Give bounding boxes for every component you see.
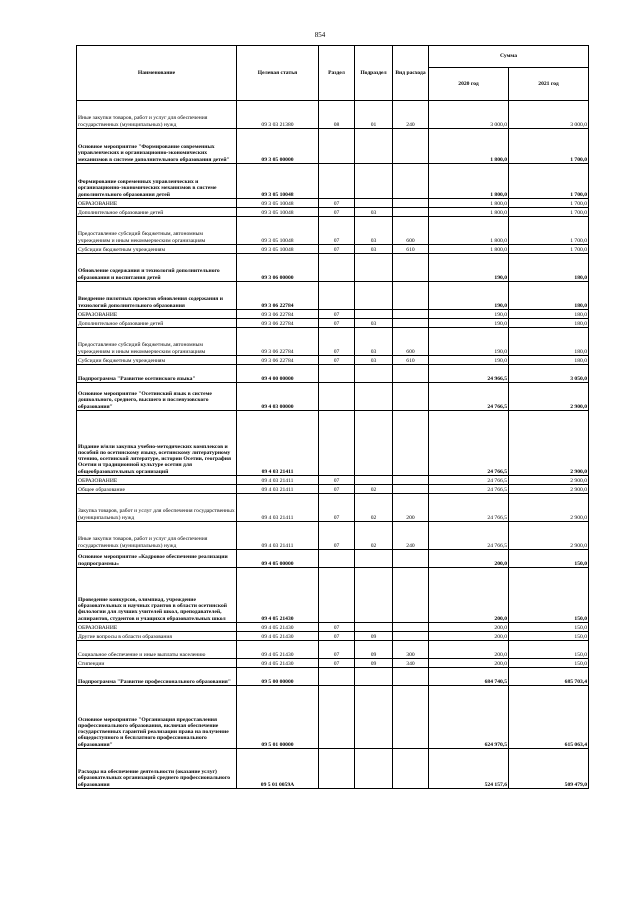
budget-table (76, 45, 589, 789)
cell-subsection: 03 (355, 319, 393, 328)
cell-sum-2021: 180,0 (509, 254, 589, 282)
cell-sum-2021: 1 700,0 (509, 164, 589, 199)
cell-target-code: 09 4 05 21430 (237, 659, 319, 668)
cell-name: Внедрение пилотных проектов обновления содержания и технологий дополнительного образования (77, 282, 237, 310)
cell-section: 07 (319, 641, 355, 659)
cell-expense-type: 600 (393, 328, 429, 356)
cell-subsection: 09 (355, 659, 393, 668)
cell-subsection (355, 365, 393, 383)
cell-name: Проведение конкурсов, олимпиад, учреждение образовательных и научных грантов в области осетинской филологии для лучших учителей школ, преподавателей, аспирантов, студентов и учащихся образовательных школ (77, 568, 237, 623)
cell-section (319, 686, 355, 749)
table-row (77, 310, 589, 319)
cell-section: 07 (319, 623, 355, 632)
cell-subsection (355, 749, 393, 789)
cell-expense-type: 240 (393, 101, 429, 129)
table-row (77, 282, 589, 310)
cell-section (319, 365, 355, 383)
cell-sum-2020: 1 800,0 (429, 208, 509, 217)
cell-expense-type: 610 (393, 245, 429, 254)
cell-sum-2020: 24 766,5 (429, 522, 509, 550)
cell-expense-type (393, 632, 429, 641)
cell-expense-type (393, 319, 429, 328)
cell-target-code: 09 3 05 10048 (237, 245, 319, 254)
cell-subsection (355, 254, 393, 282)
cell-sum-2020: 200,0 (429, 550, 509, 568)
cell-target-code: 09 3 06 00000 (237, 254, 319, 282)
cell-name: Основное мероприятие "Осетинский язык в системе дошкольного, среднего, высшего и послевузовского образования" (77, 383, 237, 411)
cell-name: Расходы на обеспечение деятельности (оказание услуг) образовательных организаций среднего профессионального образования (77, 749, 237, 789)
cell-section (319, 411, 355, 476)
table-row (77, 254, 589, 282)
cell-name: Подпрограмма "Развитие осетинского языка" (77, 365, 237, 383)
cell-sum-2021: 2 900,0 (509, 411, 589, 476)
cell-sum-2020: 200,0 (429, 632, 509, 641)
cell-sum-2020: 1 800,0 (429, 245, 509, 254)
cell-section: 08 (319, 101, 355, 129)
cell-name: ОБРАЗОВАНИЕ (77, 199, 237, 208)
table-row (77, 164, 589, 199)
header-year-2021: 2021 год (509, 68, 589, 101)
cell-name: ОБРАЗОВАНИЕ (77, 623, 237, 632)
cell-sum-2021: 2 900,0 (509, 522, 589, 550)
page-number: 854 (314, 31, 326, 39)
cell-sum-2020: 1 800,0 (429, 217, 509, 245)
cell-name: Подпрограмма "Развитие профессионального образования" (77, 668, 237, 686)
cell-subsection: 03 (355, 328, 393, 356)
cell-name: Дополнительное образование детей (77, 319, 237, 328)
table-row (77, 686, 589, 749)
cell-target-code: 09 4 03 21411 (237, 522, 319, 550)
cell-sum-2021: 1 700,0 (509, 129, 589, 164)
cell-target-code: 09 3 03 21380 (237, 101, 319, 129)
cell-sum-2021: 2 900,0 (509, 494, 589, 522)
cell-expense-type (393, 310, 429, 319)
cell-expense-type (393, 199, 429, 208)
cell-expense-type (393, 129, 429, 164)
cell-section: 07 (319, 319, 355, 328)
table-row (77, 568, 589, 623)
cell-sum-2021: 150,0 (509, 568, 589, 623)
cell-sum-2020: 190,0 (429, 310, 509, 319)
cell-sum-2020: 1 800,0 (429, 129, 509, 164)
cell-name: Иные закупки товаров, работ и услуг для обеспечения государственных (муниципальных) нужд (77, 522, 237, 550)
table-row (77, 319, 589, 328)
cell-sum-2020: 190,0 (429, 319, 509, 328)
cell-section: 07 (319, 494, 355, 522)
cell-section: 07 (319, 217, 355, 245)
table-row (77, 383, 589, 411)
cell-sum-2020: 3 000,0 (429, 101, 509, 129)
cell-section: 07 (319, 199, 355, 208)
table-row (77, 494, 589, 522)
table-row (77, 208, 589, 217)
cell-expense-type (393, 568, 429, 623)
cell-sum-2020: 200,0 (429, 659, 509, 668)
cell-subsection (355, 310, 393, 319)
cell-target-code: 09 4 00 00000 (237, 365, 319, 383)
cell-target-code: 09 3 05 00000 (237, 129, 319, 164)
cell-target-code: 09 3 05 10048 (237, 208, 319, 217)
cell-sum-2021: 685 703,4 (509, 668, 589, 686)
table-row (77, 668, 589, 686)
cell-target-code: 09 3 06 22784 (237, 356, 319, 365)
cell-section: 07 (319, 245, 355, 254)
cell-sum-2021: 2 900,0 (509, 485, 589, 494)
cell-expense-type (393, 282, 429, 310)
cell-sum-2021: 150,0 (509, 623, 589, 632)
cell-expense-type (393, 383, 429, 411)
cell-section: 07 (319, 476, 355, 485)
cell-name: Дополнительное образование детей (77, 208, 237, 217)
cell-subsection: 03 (355, 217, 393, 245)
cell-sum-2020: 190,0 (429, 356, 509, 365)
cell-sum-2021: 1 700,0 (509, 245, 589, 254)
cell-sum-2020: 24 766,5 (429, 383, 509, 411)
cell-target-code: 09 4 03 21411 (237, 411, 319, 476)
cell-expense-type (393, 476, 429, 485)
header-sum: Сумма (429, 46, 589, 68)
table-row (77, 476, 589, 485)
cell-sum-2021: 3 000,0 (509, 101, 589, 129)
cell-expense-type: 600 (393, 217, 429, 245)
cell-sum-2020: 24 966,5 (429, 365, 509, 383)
table-row (77, 641, 589, 659)
cell-subsection (355, 199, 393, 208)
cell-expense-type (393, 550, 429, 568)
table-row (77, 623, 589, 632)
cell-target-code: 09 3 06 22784 (237, 328, 319, 356)
cell-name: Формирование современных управленческих и организационно-экономических механизмов в системе дополнительного образования детей (77, 164, 237, 199)
cell-sum-2020: 684 740,5 (429, 668, 509, 686)
cell-expense-type: 610 (393, 356, 429, 365)
cell-sum-2020: 524 157,6 (429, 749, 509, 789)
cell-target-code: 09 4 03 21411 (237, 494, 319, 522)
cell-sum-2020: 200,0 (429, 641, 509, 659)
cell-section: 07 (319, 328, 355, 356)
cell-section: 07 (319, 310, 355, 319)
cell-expense-type (393, 668, 429, 686)
cell-target-code: 09 4 05 21430 (237, 568, 319, 623)
cell-target-code: 09 5 01 0059А (237, 749, 319, 789)
cell-expense-type: 300 (393, 641, 429, 659)
table-row (77, 217, 589, 245)
cell-expense-type (393, 208, 429, 217)
cell-sum-2020: 200,0 (429, 568, 509, 623)
cell-sum-2021: 180,0 (509, 310, 589, 319)
cell-target-code: 09 3 06 22784 (237, 319, 319, 328)
cell-section (319, 164, 355, 199)
header-expense-type: Вид расхода (393, 46, 429, 101)
cell-target-code: 09 4 05 00000 (237, 550, 319, 568)
cell-subsection (355, 282, 393, 310)
cell-name: Социальное обеспечение и иные выплаты населению (77, 641, 237, 659)
cell-section (319, 749, 355, 789)
header-year-2020: 2020 год (429, 68, 509, 101)
table-row (77, 550, 589, 568)
cell-subsection (355, 550, 393, 568)
cell-sum-2021: 509 479,0 (509, 749, 589, 789)
cell-target-code: 09 4 05 21430 (237, 632, 319, 641)
cell-name: Основное мероприятие "Организация предоставления профессионального образования, включая обеспечение государственных гарантий реализации права на получение общедоступного и бесплатного профессионального образования" (77, 686, 237, 749)
table-row (77, 199, 589, 208)
cell-target-code: 09 3 05 10048 (237, 217, 319, 245)
table-row (77, 485, 589, 494)
cell-section (319, 568, 355, 623)
cell-sum-2021: 615 063,4 (509, 686, 589, 749)
cell-expense-type (393, 749, 429, 789)
table-row (77, 632, 589, 641)
cell-expense-type (393, 411, 429, 476)
cell-subsection: 02 (355, 485, 393, 494)
cell-target-code: 09 4 03 21411 (237, 485, 319, 494)
cell-sum-2021: 3 050,0 (509, 365, 589, 383)
cell-name: Общее образование (77, 485, 237, 494)
cell-section: 07 (319, 356, 355, 365)
cell-subsection (355, 476, 393, 485)
cell-name: Субсидии бюджетным учреждениям (77, 245, 237, 254)
table-row (77, 101, 589, 129)
cell-name: Предоставление субсидий бюджетным, автономным учреждениям и иным некоммерческим организациям (77, 328, 237, 356)
cell-sum-2020: 190,0 (429, 254, 509, 282)
table-row (77, 129, 589, 164)
cell-subsection (355, 686, 393, 749)
cell-expense-type (393, 254, 429, 282)
cell-target-code: 09 4 05 21430 (237, 641, 319, 659)
cell-subsection: 03 (355, 208, 393, 217)
cell-sum-2021: 150,0 (509, 632, 589, 641)
cell-name: Другие вопросы в области образования (77, 632, 237, 641)
cell-section (319, 282, 355, 310)
cell-section (319, 550, 355, 568)
cell-expense-type (393, 686, 429, 749)
cell-expense-type (393, 365, 429, 383)
cell-sum-2021: 1 700,0 (509, 199, 589, 208)
cell-sum-2020: 24 766,5 (429, 485, 509, 494)
cell-subsection (355, 164, 393, 199)
cell-subsection: 09 (355, 641, 393, 659)
cell-sum-2021: 1 700,0 (509, 208, 589, 217)
cell-sum-2021: 180,0 (509, 319, 589, 328)
cell-subsection (355, 411, 393, 476)
cell-name: Издание и/или закупка учебно-методических комплексов и пособий по осетинскому языку, осетинскому литературному чтению, осетинской литературе, истории Осетии, география Осетии и традиционной культуре осетин для общеобразовательных организаций (77, 411, 237, 476)
cell-name: Иные закупки товаров, работ и услуг для обеспечения государственных (муниципальных) нужд (77, 101, 237, 129)
cell-expense-type (393, 623, 429, 632)
cell-sum-2021: 2 900,0 (509, 476, 589, 485)
cell-subsection: 02 (355, 494, 393, 522)
cell-name: Основное мероприятие «Кадровое обеспечение реализации подпрограммы» (77, 550, 237, 568)
table-row (77, 522, 589, 550)
cell-sum-2021: 180,0 (509, 282, 589, 310)
table-row (77, 659, 589, 668)
cell-target-code: 09 3 06 22784 (237, 282, 319, 310)
cell-subsection: 02 (355, 522, 393, 550)
cell-name: ОБРАЗОВАНИЕ (77, 476, 237, 485)
cell-section (319, 383, 355, 411)
cell-expense-type: 340 (393, 659, 429, 668)
cell-sum-2021: 1 700,0 (509, 217, 589, 245)
cell-expense-type (393, 485, 429, 494)
cell-name: Субсидии бюджетным учреждениям (77, 356, 237, 365)
cell-sum-2021: 180,0 (509, 328, 589, 356)
cell-name: Предоставление субсидий бюджетным, автономным учреждениям и иным некоммерческим организациям (77, 217, 237, 245)
cell-section: 07 (319, 522, 355, 550)
cell-section (319, 254, 355, 282)
cell-sum-2021: 2 900,0 (509, 383, 589, 411)
cell-expense-type (393, 164, 429, 199)
cell-name: Обновление содержания и технологий дополнительного образования и воспитания детей (77, 254, 237, 282)
cell-sum-2020: 24 766,5 (429, 476, 509, 485)
table-row (77, 245, 589, 254)
cell-subsection: 01 (355, 101, 393, 129)
table-row (77, 411, 589, 476)
cell-sum-2021: 150,0 (509, 550, 589, 568)
cell-subsection (355, 383, 393, 411)
header-section: Раздел (319, 46, 355, 101)
cell-subsection (355, 623, 393, 632)
cell-section (319, 668, 355, 686)
cell-name: Стипендии (77, 659, 237, 668)
header-target: Целевая статья (237, 46, 319, 101)
cell-subsection: 03 (355, 356, 393, 365)
cell-section: 07 (319, 208, 355, 217)
cell-sum-2021: 180,0 (509, 356, 589, 365)
cell-target-code: 09 4 03 00000 (237, 383, 319, 411)
cell-sum-2020: 190,0 (429, 328, 509, 356)
cell-subsection: 09 (355, 632, 393, 641)
table-row (77, 328, 589, 356)
cell-subsection (355, 129, 393, 164)
cell-subsection (355, 668, 393, 686)
cell-section: 07 (319, 632, 355, 641)
cell-sum-2021: 150,0 (509, 659, 589, 668)
cell-name: ОБРАЗОВАНИЕ (77, 310, 237, 319)
header-name: Наименование (77, 46, 237, 101)
cell-subsection (355, 568, 393, 623)
cell-target-code: 09 5 00 00000 (237, 668, 319, 686)
cell-section (319, 129, 355, 164)
cell-section: 07 (319, 485, 355, 494)
cell-sum-2020: 24 766,5 (429, 411, 509, 476)
cell-sum-2020: 200,0 (429, 623, 509, 632)
cell-sum-2020: 1 800,0 (429, 199, 509, 208)
table-row (77, 356, 589, 365)
cell-sum-2021: 150,0 (509, 641, 589, 659)
cell-sum-2020: 1 800,0 (429, 164, 509, 199)
table-row (77, 749, 589, 789)
table-row (77, 365, 589, 383)
cell-subsection: 03 (355, 245, 393, 254)
table-body (77, 101, 589, 789)
cell-target-code: 09 5 01 00000 (237, 686, 319, 749)
cell-section: 07 (319, 659, 355, 668)
cell-sum-2020: 24 766,5 (429, 494, 509, 522)
cell-target-code: 09 4 03 21411 (237, 476, 319, 485)
cell-target-code: 09 3 05 10048 (237, 199, 319, 208)
cell-expense-type: 200 (393, 494, 429, 522)
header-subsection: Подраздел (355, 46, 393, 101)
cell-target-code: 09 3 06 22784 (237, 310, 319, 319)
cell-target-code: 09 4 05 21430 (237, 623, 319, 632)
cell-sum-2020: 624 970,5 (429, 686, 509, 749)
cell-expense-type: 240 (393, 522, 429, 550)
cell-sum-2020: 190,0 (429, 282, 509, 310)
cell-name: Закупка товаров, работ и услуг для обеспечения государственных (муниципальных) нужд (77, 494, 237, 522)
cell-target-code: 09 3 05 10048 (237, 164, 319, 199)
cell-name: Основное мероприятие "Формирование современных управленческих и организационно-экономических механизмов в системе дополнительного образования детей" (77, 129, 237, 164)
